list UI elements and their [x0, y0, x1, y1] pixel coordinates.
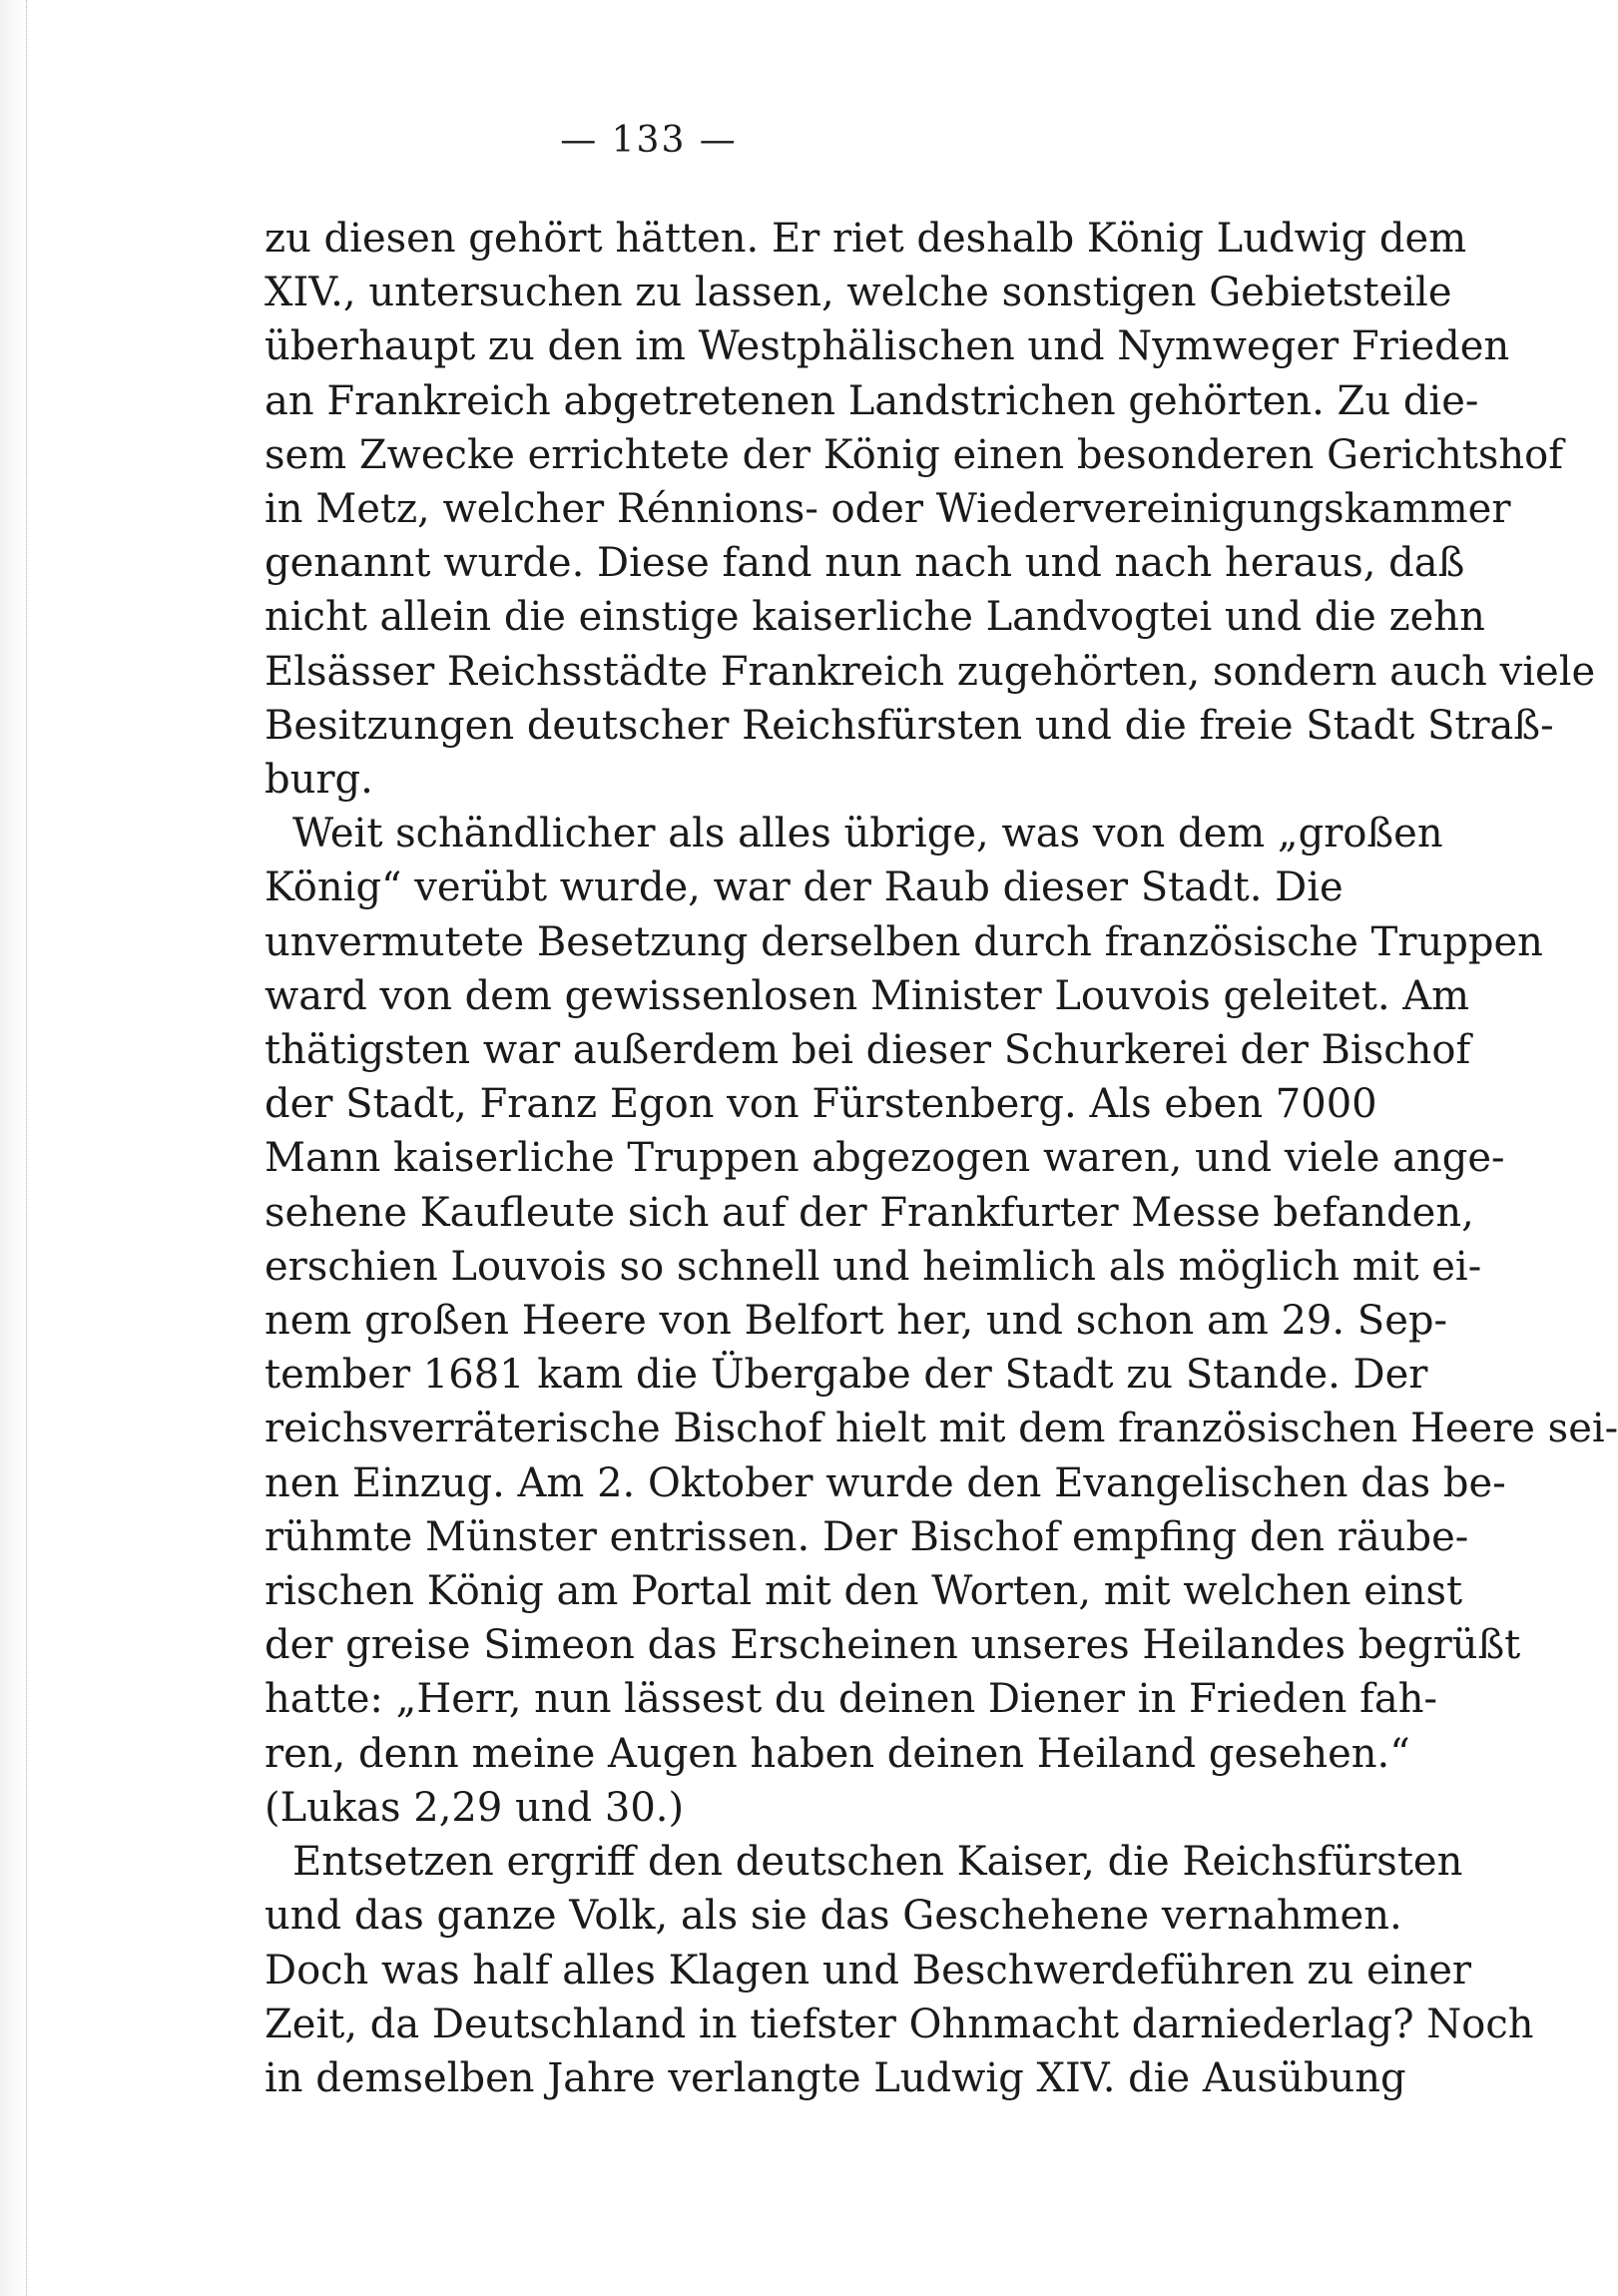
text-line: in Metz, welcher Rénnions- oder Wiedervereinigungskammer: [265, 486, 1511, 533]
page-number: — 133 —: [560, 120, 738, 161]
text-line: reichsverräterische Bischof hielt mit dem französischen Heere sei-: [265, 1406, 1618, 1452]
text-line: Besitzungen deutscher Reichsfürsten und die freie Stadt Straß-: [265, 702, 1554, 749]
paragraph: [265, 1835, 1534, 2105]
text-line: und das ganze Volk, als sie das Geschehene vernahmen.: [265, 1893, 1402, 1940]
paragraph: [265, 212, 1596, 807]
text-line: Weit schändlicher als alles übrige, was von dem „großen: [292, 811, 1443, 858]
text-line: ward von dem gewissenlosen Minister Louvois geleitet. Am: [265, 972, 1470, 1019]
text-line: nen Einzug. Am 2. Oktober wurde den Evangelischen das be-: [265, 1459, 1506, 1506]
text-line: Mann kaiserliche Truppen abgezogen waren, und viele ange-: [265, 1135, 1505, 1182]
text-line: (Lukas 2,29 und 30.): [265, 1784, 685, 1831]
text-line: thätigsten war außerdem bei dieser Schurkerei der Bischof: [265, 1027, 1471, 1074]
text-line: rühmte Münster entrissen. Der Bischof empfing den räube-: [265, 1513, 1469, 1560]
paragraph: [265, 807, 1618, 1835]
text-line: zu diesen gehört hätten. Er riet deshalb König Ludwig dem: [265, 216, 1467, 262]
text-line: sem Zwecke errichtete der König einen besonderen Gerichtshof: [265, 431, 1564, 478]
text-line: genannt wurde. Diese fand nun nach und nach heraus, daß: [265, 540, 1465, 587]
text-line: Elsässer Reichsstädte Frankreich zugehörten, sondern auch viele: [265, 648, 1596, 695]
text-line: König“ verübt wurde, war der Raub dieser Stadt. Die: [265, 864, 1344, 911]
text-line: der greise Simeon das Erscheinen unseres Heilandes begrüßt: [265, 1622, 1521, 1669]
text-line: burg.: [265, 757, 373, 804]
text-line: Entsetzen ergriff den deutschen Kaiser, die Reichsfürsten: [292, 1839, 1463, 1886]
text-line: unvermutete Besetzung derselben durch französische Truppen: [265, 918, 1543, 965]
text-line: hatte: „Herr, nun lässest du deinen Diener in Frieden fah-: [265, 1676, 1438, 1723]
text-line: der Stadt, Franz Egon von Fürstenberg. Als eben 7000: [265, 1081, 1377, 1128]
text-line: nem großen Heere von Belfort her, und schon am 29. Sep-: [265, 1298, 1447, 1345]
text-line: ren, denn meine Augen haben deinen Heiland gesehen.“: [265, 1730, 1410, 1777]
text-line: Doch was half alles Klagen und Beschwerdeführen zu einer: [265, 1947, 1471, 1994]
text-line: in demselben Jahre verlangte Ludwig XIV. die Ausübung: [265, 2054, 1406, 2101]
text-line: Zeit, da Deutschland in tiefster Ohnmacht darniederlag? Noch: [265, 2001, 1534, 2047]
text-line: XIV., untersuchen zu lassen, welche sonstigen Gebietsteile: [265, 270, 1452, 316]
page-binding-edge: [0, 0, 27, 2296]
text-line: rischen König am Portal mit den Worten, mit welchen einst: [265, 1568, 1463, 1615]
text-line: tember 1681 kam die Übergabe der Stadt zu Stande. Der: [265, 1352, 1428, 1399]
page-text-body: [265, 212, 1618, 2105]
text-line: erschien Louvois so schnell und heimlich als möglich mit ei-: [265, 1243, 1482, 1290]
text-line: an Frankreich abgetretenen Landstrichen gehörten. Zu die-: [265, 377, 1479, 424]
text-line: nicht allein die einstige kaiserliche Landvogtei und die zehn: [265, 594, 1485, 641]
text-line: überhaupt zu den im Westphälischen und Nymweger Frieden: [265, 323, 1510, 370]
text-line: sehene Kaufleute sich auf der Frankfurter Messe befanden,: [265, 1189, 1474, 1236]
